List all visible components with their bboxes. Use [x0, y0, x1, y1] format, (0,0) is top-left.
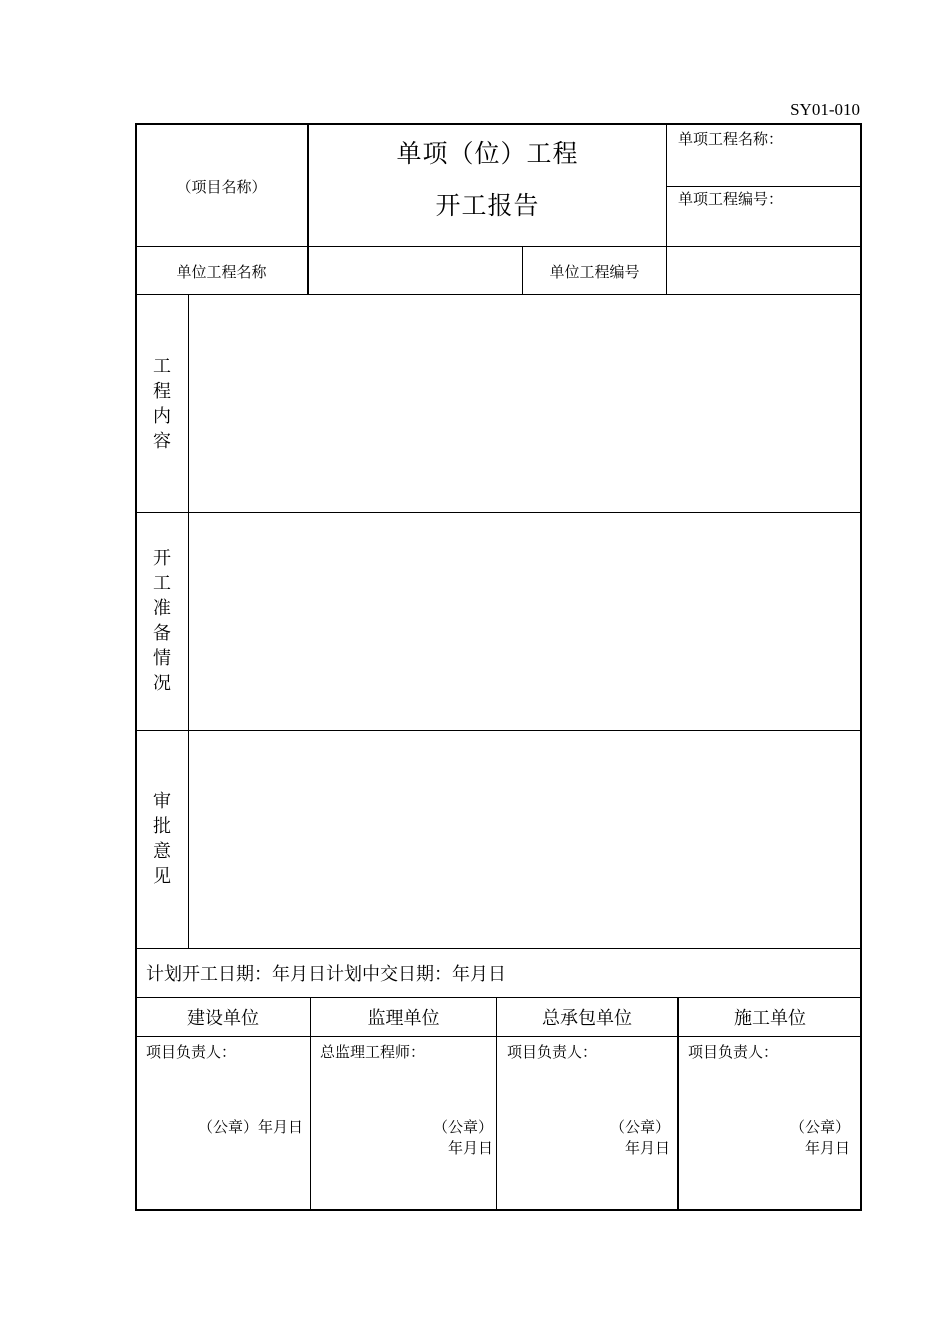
builder-date: 年月日: [804, 1139, 850, 1157]
unit-project-name-label: 单位工程名称: [176, 263, 267, 281]
unit-project-number-label: 单位工程编号: [549, 263, 640, 281]
general-contractor-signer-label: 项目负责人：: [507, 1043, 598, 1061]
label-char: 备: [153, 623, 171, 644]
label-char: 审: [153, 791, 171, 812]
label-char: 程: [153, 381, 171, 402]
section-label-work-content: [136, 354, 188, 454]
divider: [666, 124, 667, 295]
divider: [136, 997, 861, 998]
divider: [307, 124, 309, 295]
divider: [136, 512, 861, 513]
divider: [188, 294, 189, 949]
divider: [136, 246, 861, 247]
party-supervision: 监理单位: [367, 1008, 440, 1029]
supervision-date: 年月日: [447, 1139, 493, 1157]
label-char: 意: [153, 841, 171, 862]
general-contractor-date: 年月日: [624, 1139, 670, 1157]
label-char: 开: [153, 548, 171, 569]
divider: [136, 730, 861, 731]
section-label-approval-opinion: [136, 789, 188, 889]
divider: [136, 1036, 861, 1037]
label-char: 情: [153, 648, 171, 669]
label-char: 准: [153, 598, 171, 619]
divider: [667, 186, 861, 187]
supervision-seal: （公章）: [432, 1118, 493, 1136]
label-char: 工: [153, 356, 171, 377]
label-char: 容: [153, 431, 171, 452]
party-construction: 建设单位: [187, 1008, 259, 1029]
project-name: （项目名称）: [176, 178, 267, 196]
document-code: SY01-010: [790, 100, 860, 119]
label-char: 工: [153, 573, 171, 594]
builder-seal: （公章）: [789, 1118, 850, 1136]
supervision-signer-label: 总监理工程师：: [320, 1043, 426, 1061]
builder-signer-label: 项目负责人：: [688, 1043, 779, 1061]
single-project-name-label: 单项工程名称：: [678, 130, 784, 148]
section-label-start-preparation: [136, 546, 188, 696]
construction-seal-date: （公章）年月日: [197, 1118, 303, 1136]
label-char: 见: [153, 866, 171, 887]
party-builder: 施工单位: [734, 1008, 806, 1029]
party-general-contractor: 总承包单位: [542, 1008, 632, 1029]
label-char: 内: [153, 406, 171, 427]
label-char: 况: [153, 673, 171, 694]
divider: [136, 294, 861, 295]
construction-signer-label: 项目负责人：: [146, 1043, 237, 1061]
planned-schedule: 计划开工日期：年月日计划中交日期：年月日: [146, 964, 506, 985]
label-char: 批: [153, 816, 171, 837]
divider: [136, 948, 861, 949]
form-title-line1: 单项（位）工程: [396, 139, 579, 168]
general-contractor-seal: （公章）: [609, 1118, 670, 1136]
form-title-line2: 开工报告: [435, 191, 540, 220]
single-project-number-label: 单项工程编号：: [678, 190, 784, 208]
